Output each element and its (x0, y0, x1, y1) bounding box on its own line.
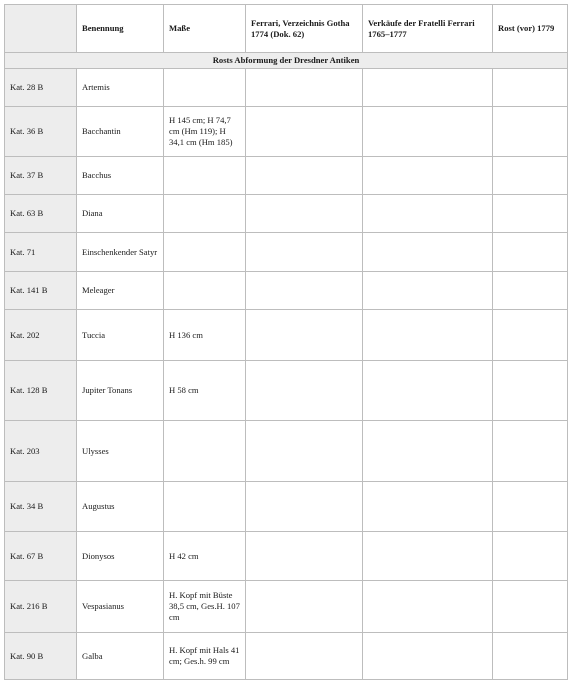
cell-kat: Kat. 203 (5, 421, 77, 482)
cell-masse: H. Kopf mit Büste 38,5 cm, Ges.H. 107 cm (164, 581, 246, 633)
cell-kat: Kat. 128 B (5, 361, 77, 421)
cell-masse (164, 233, 246, 272)
cell-benennung: Augustus (77, 482, 164, 532)
cell-verkaeufe (363, 233, 493, 272)
table-row (5, 633, 568, 680)
cell-rost (493, 69, 568, 107)
cell-ferrari (246, 233, 363, 272)
cell-verkaeufe (363, 532, 493, 581)
table-row (5, 482, 568, 532)
cell-kat: Kat. 90 B (5, 633, 77, 680)
cell-masse: H 136 cm (164, 310, 246, 361)
cell-kat: Kat. 28 B (5, 69, 77, 107)
table-row (5, 107, 568, 157)
cell-kat: Kat. 36 B (5, 107, 77, 157)
cell-benennung: Dionysos (77, 532, 164, 581)
cell-benennung: Galba (77, 633, 164, 680)
cell-benennung: Ulysses (77, 421, 164, 482)
cell-masse (164, 195, 246, 233)
cell-masse (164, 482, 246, 532)
cell-verkaeufe (363, 633, 493, 680)
cell-ferrari (246, 272, 363, 310)
cell-benennung: Artemis (77, 69, 164, 107)
cell-ferrari (246, 482, 363, 532)
cell-kat: Kat. 141 B (5, 272, 77, 310)
table-row (5, 272, 568, 310)
cell-benennung: Einschenkender Satyr (77, 233, 164, 272)
cell-masse: H 42 cm (164, 532, 246, 581)
cell-benennung: Bacchantin (77, 107, 164, 157)
cell-rost (493, 195, 568, 233)
cell-verkaeufe (363, 69, 493, 107)
table-row (5, 69, 568, 107)
cell-ferrari (246, 157, 363, 195)
cell-verkaeufe (363, 195, 493, 233)
header-masse: Maße (164, 5, 246, 53)
cell-masse (164, 69, 246, 107)
cell-kat: Kat. 37 B (5, 157, 77, 195)
cell-benennung: Tuccia (77, 310, 164, 361)
cell-kat: Kat. 63 B (5, 195, 77, 233)
header-kat (5, 5, 77, 53)
cell-masse: H 58 cm (164, 361, 246, 421)
cell-benennung: Diana (77, 195, 164, 233)
table-row (5, 195, 568, 233)
header-rost: Rost (vor) 1779 (493, 5, 568, 53)
cell-ferrari (246, 69, 363, 107)
cell-benennung: Bacchus (77, 157, 164, 195)
cell-verkaeufe (363, 421, 493, 482)
cell-kat: Kat. 216 B (5, 581, 77, 633)
cell-rost (493, 633, 568, 680)
table-row (5, 361, 568, 421)
cell-kat: Kat. 71 (5, 233, 77, 272)
header-verkaeufe: Verkäufe der Fratelli Ferrari 1765–1777 (363, 5, 493, 53)
cell-verkaeufe (363, 107, 493, 157)
cell-kat: Kat. 34 B (5, 482, 77, 532)
cell-rost (493, 272, 568, 310)
cell-rost (493, 532, 568, 581)
cell-ferrari (246, 361, 363, 421)
cell-ferrari (246, 581, 363, 633)
cell-verkaeufe (363, 310, 493, 361)
cell-ferrari (246, 532, 363, 581)
table-row (5, 157, 568, 195)
catalog-table (4, 4, 568, 680)
table-row (5, 421, 568, 482)
cell-kat: Kat. 202 (5, 310, 77, 361)
table-row (5, 581, 568, 633)
cell-benennung: Vespasianus (77, 581, 164, 633)
cell-masse: H. Kopf mit Hals 41 cm; Ges.h. 99 cm (164, 633, 246, 680)
cell-rost (493, 107, 568, 157)
header-benennung: Benennung (77, 5, 164, 53)
cell-rost (493, 581, 568, 633)
cell-rost (493, 310, 568, 361)
cell-ferrari (246, 633, 363, 680)
cell-rost (493, 421, 568, 482)
cell-masse (164, 272, 246, 310)
cell-verkaeufe (363, 581, 493, 633)
cell-masse: H 145 cm; H 74,7 cm (Hm 119); H 34,1 cm (Hm 185) (164, 107, 246, 157)
cell-rost (493, 482, 568, 532)
cell-ferrari (246, 107, 363, 157)
cell-rost (493, 233, 568, 272)
table-row (5, 233, 568, 272)
header-ferrari-verzeichnis: Ferrari, Verzeichnis Gotha 1774 (Dok. 62) (246, 5, 363, 53)
table-row (5, 532, 568, 581)
table-row (5, 310, 568, 361)
cell-verkaeufe (363, 482, 493, 532)
cell-kat: Kat. 67 B (5, 532, 77, 581)
cell-verkaeufe (363, 272, 493, 310)
cell-rost (493, 361, 568, 421)
cell-rost (493, 157, 568, 195)
header-row (5, 5, 568, 53)
cell-verkaeufe (363, 157, 493, 195)
cell-ferrari (246, 310, 363, 361)
section-title: Rosts Abformung der Dresdner Antiken (5, 53, 568, 69)
cell-benennung: Meleager (77, 272, 164, 310)
cell-verkaeufe (363, 361, 493, 421)
cell-masse (164, 421, 246, 482)
cell-ferrari (246, 421, 363, 482)
cell-masse (164, 157, 246, 195)
cell-benennung: Jupiter Tonans (77, 361, 164, 421)
section-row (5, 53, 568, 69)
cell-ferrari (246, 195, 363, 233)
